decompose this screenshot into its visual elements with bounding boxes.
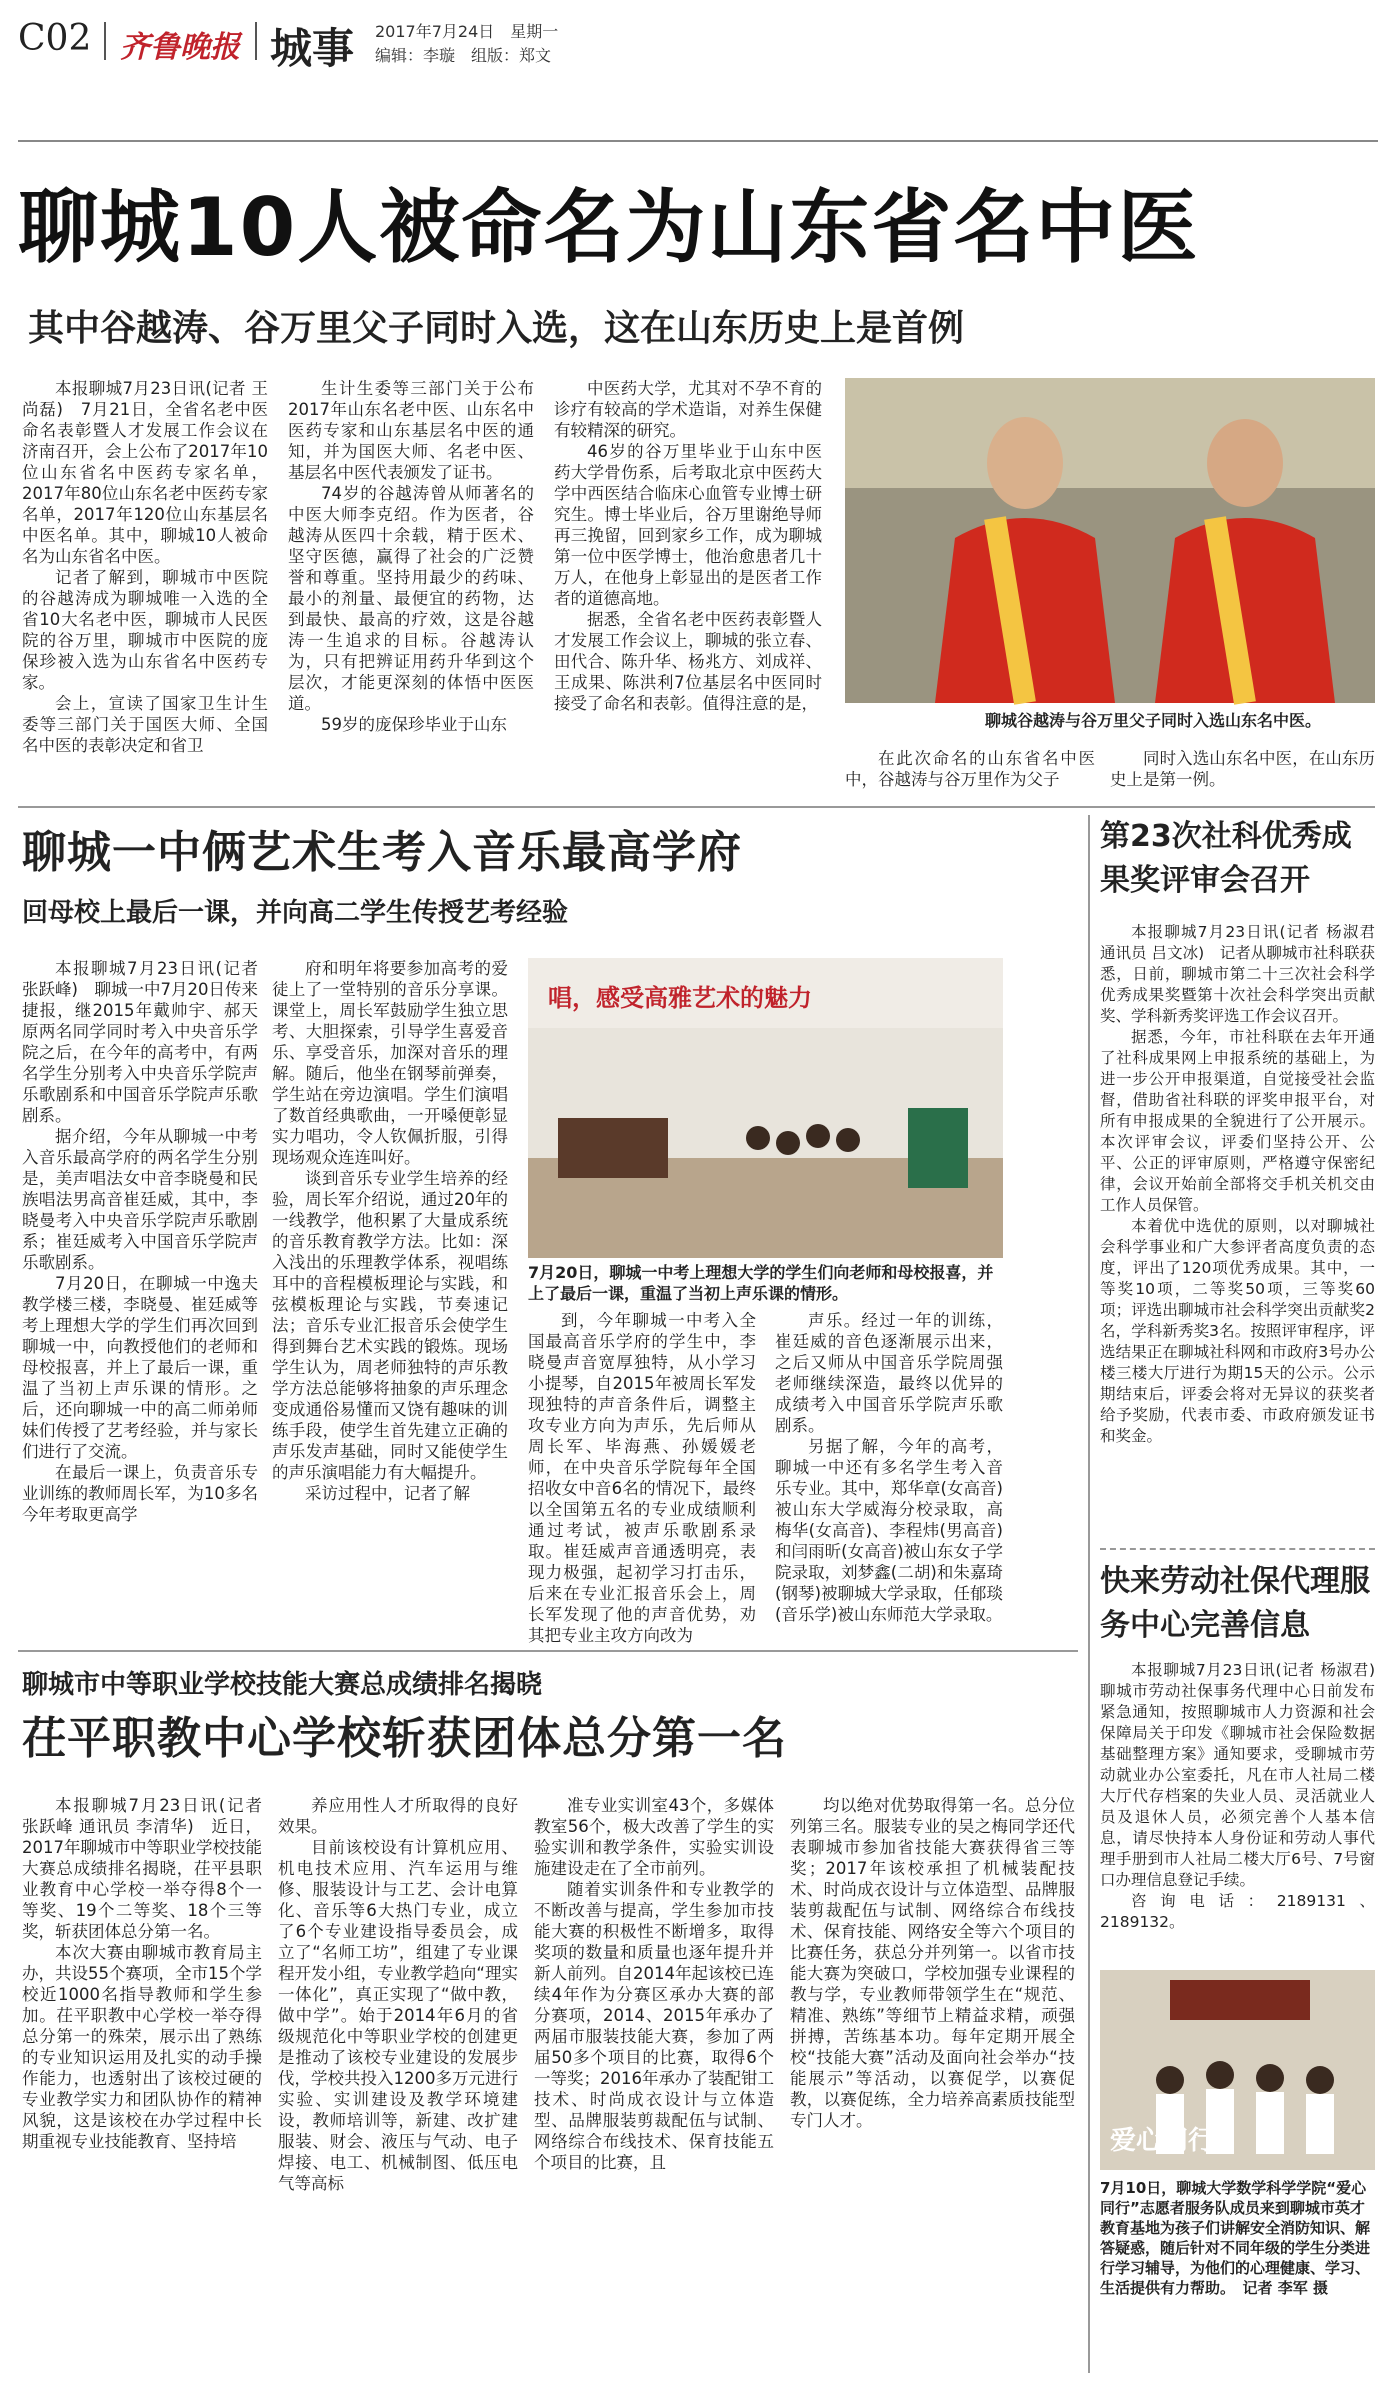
photo-music-class xyxy=(528,958,1003,1258)
section-name: 城事 xyxy=(270,24,355,73)
article-tcm-col4: 在此次命名的山东省名中医中，谷越涛与谷万里作为父子 xyxy=(845,749,1095,789)
volunteer-banner: 爱心同行 xyxy=(1110,2126,1215,2156)
column-rule xyxy=(1088,815,1090,2373)
section-rule xyxy=(18,1650,1078,1652)
photo-volunteers-caption: 7月10日，聊城大学数学科学学院“爱心同行”志愿者服务队成员来到聊城市英才教育基地为孩子们讲解安全消防知识、解答疑惑，随后针对不同年级的学生分类进行学习辅导，为他们的心理健康、学习、生活提供有力帮助。 记者 李军 摄 xyxy=(1100,2179,1371,2297)
section-rule xyxy=(18,806,1375,808)
header-meta xyxy=(375,20,558,68)
headline-social-security: 快来劳动社保代理服务中心完善信息 xyxy=(1100,1564,1370,1643)
article-music-col3: 到，今年聊城一中考入全国最高音乐学府的学生中，李晓曼声音宽厚独特，从小学习小提琴，自2015年被周长军发现独特的声音条件后，调整主攻专业方向为声乐，先后师从周长军、毕海燕、孙媛媛老师，在中央音乐学院每年全国招收女中音6名的情况下，最终以全国第五名的专业成绩顺利通过考试，被声乐歌剧系录取。崔廷威声音通透明亮，表现力极强，起初学习打击乐，后来在专业汇报音乐会上，周长军发现了他的声音优势，劝其把专业主攻方向改为 xyxy=(528,1311,756,1645)
article-social-security: 本报聊城7月23日讯(记者 杨淑君) 聊城市劳动社保事务代理中心日前发布紧急通知，按照聊城市人力资源和社会保障局关于印发《聊城市社会保险数据基础整理方案》通知要求，受聊城市劳动就业办公室委托，凡在市人社局二楼大厅代存档案的失业人员、灵活就业人员及退休人员，必须完善个人基本信息，请尽快持本人身份证和劳动人事代理手册到市人社局二楼大厅6号、7号窗口办理信息登记手续。 咨询电话：2189131、2189132。 xyxy=(1100,1661,1391,1931)
photo-volunteers xyxy=(1100,1970,1375,2170)
classroom-banner: 唱，感受高雅艺术的魅力 xyxy=(548,984,812,1012)
photo-tcm-caption: 聊城谷越涛与谷万里父子同时入选山东名中医。 xyxy=(985,711,1322,730)
article-vocational-col4: 均以绝对优势取得第一名。总分位列第三名。服装专业的吴之梅同学还代表聊城市参加省技能大赛获得省三等奖；2017年该校承担了机械装配技术、时尚成衣设计与立体造型、品牌服装剪裁配伍与试制、网络综合布线技术、保育技能、网络安全等六个项目的比赛任务，获总分并列第一。以省市技能大赛为突破口，学校加强专业课程的教与学，专业教师带领学生在“规范、精准、熟练”等细节上精益求精，顽强拼搏，苦练基本功。每年定期开展全校“技能大赛”活动及面向社会举办“技能展示”等活动，以赛促学，以赛促教，以赛促练，全力培养高素质技能型专门人才。 xyxy=(790,1796,1075,2130)
divider xyxy=(1100,1548,1375,1550)
photo-tcm-doctors xyxy=(845,378,1375,703)
headline-social-science: 第23次社科优秀成果奖评审会召开 xyxy=(1100,819,1352,898)
newspaper-logo: 齐鲁晚报 xyxy=(120,30,240,65)
article-social-science: 本报聊城7月23日讯(记者 杨淑君 通讯员 吕文冰) 记者从聊城市社科联获悉，日前，聊城市第二十三次社会科学优秀成果奖暨第十次社会科学突出贡献奖、学科新秀奖评选工作会议召开。 据悉，今年，市社科联在去年开通了社科成果网上申报系统的基础上，为进一步公开申报渠道，自觉接受社会监督，借助省社科联的评奖申报平台，对所有申报成果的全貌进行了公开展示。本次评审会议，评委们坚持公开、公平、公正的评审原则，严格遵守保密纪律，会议开始前全部将交手机关机交由工作人员保管。 本着优中选优的原则，以对聊城社会科学事业和广大参评者高度负责的态度，评出了120项优秀成果。其中，一等奖10项，二等奖50项，三等奖60项；评选出聊城市社会科学突出贡献奖2名，学科新秀奖3名。按照评审程序，评选结果正在聊城社科网和市政府3号办公楼三楼大厅进行为期15天的公示。公示期结束后，评委会将对无异议的获奖者给予奖励，代表市委、市政府颁发证书和奖金。 xyxy=(1100,923,1375,1445)
article-tcm-col5: 同时入选山东名中医，在山东历史上是第一例。 xyxy=(1110,749,1375,789)
header-divider xyxy=(255,22,257,60)
editors: 编辑：李璇 组版：郑文 xyxy=(375,46,552,65)
headline-vocational: 茌平职教中心学校斩获团体总分第一名 xyxy=(22,1713,787,1764)
kicker-vocational: 聊城市中等职业学校技能大赛总成绩排名揭晓 xyxy=(22,1670,543,1700)
article-vocational-col3: 准专业实训室43个，多媒体教室56个，极大改善了学生的实验实训和教学条件，实验实训设施建设走在了全市前列。 随着实训条件和专业教学的不断改善与提高，学生参加市技能大赛的积极性不断增多，取得奖项的数量和质量也逐年提升并新人前列。自2014年起该校已连续4年作为分赛区承办大赛的部分赛项，2014、2015年承办了两届市服装技能大赛，参加了两届50多个项目的比赛，取得6个一等奖；2016年承办了装配钳工技术、时尚成衣设计与立体造型、品牌服装剪裁配伍与试制、网络综合布线技术、保育技能五个项目的比赛，且 xyxy=(534,1796,774,2172)
doctors-illustration xyxy=(845,378,1375,703)
page-number: C02 xyxy=(18,18,92,59)
subheadline-tcm: 其中谷越涛、谷万里父子同时入选，这在山东历史上是首例 xyxy=(28,308,965,349)
article-music-col2: 府和明年将要参加高考的爱徒上了一堂特别的音乐分享课。课堂上，周长军鼓励学生独立思考、大胆探索，引导学生喜爱音乐、享受音乐，加深对音乐的理解。随后，他坐在钢琴前弹奏，学生站在旁边演唱。学生们演唱了数首经典歌曲，一开嗓便彰显实力唱功，令人钦佩折服，引得现场观众连连叫好。 谈到音乐专业学生培养的经验，周长军介绍说，通过20年的一线教学，他积累了大量成系统的音乐教育教学方法。比如：深入浅出的乐理教学体系，视唱练耳中的音程模板理论与实践，和弦模板理论与实践，节奏速记法；音乐专业汇报音乐会使学生得到舞台艺术实践的锻炼。现场学生认为，周老师独特的声乐教学方法总能够将抽象的声乐理念变成通俗易懂而又饶有趣味的训练手段，使学生首先建立正确的声乐发声基础，同时又能使学生的声乐演唱能力有大幅提升。 采访过程中，记者了解 xyxy=(272,959,508,1503)
headline-tcm: 聊城10人被命名为山东省名中医 xyxy=(18,181,1200,274)
article-vocational-col1: 本报聊城7月23日讯(记者 张跃峰 通讯员 李清华) 近日，2017年聊城市中等职业学校技能大赛总成绩排名揭晓，茌平县职业教育中心学校一举夺得8个一等奖、19个二等奖、18个三等奖，斩获团体总分第一名。 本次大赛由聊城市教育局主办，共设55个赛项，全市15个学校近1000名指导教师和学生参加。茌平职教中心学校一举夺得总分第一的殊荣，展示出了熟练的专业知识运用及扎实的动手操作能力，也透射出了该校过硬的专业教学实力和团队协作的精神风貌，这是该校在办学过程中长期重视专业技能教育、坚持培 xyxy=(22,1796,262,2151)
article-tcm-col1: 本报聊城7月23日讯(记者 王尚磊) 7月21日，全省名老中医命名表彰暨人才发展工作会议在济南召开，会上公布了2017年10位山东省名中医药专家名单，2017年80位山东名老中医药专家名单，2017年120位山东基层名中医名单。其中，聊城10人被命名为山东省名中医。 记者了解到，聊城市中医院的谷越涛成为聊城唯一入选的全省10大名老中医，聊城市人民医院的谷万里，聊城市中医院的庞保珍被入选为山东省名中医药专家。 会上，宣读了国家卫生计生委等三部门关于国医大师、全国名中医的表彰决定和省卫 xyxy=(22,379,268,755)
header-rule xyxy=(18,140,1378,142)
photo-music-caption: 7月20日，聊城一中考上理想大学的学生们向老师和母校报喜，并上了最后一课，重温了当初上声乐课的情形。 xyxy=(528,1263,994,1303)
article-music-col1: 本报聊城7月23日讯(记者 张跃峰) 聊城一中7月20日传来捷报，继2015年戴帅宇、郝天原两名同学同时考入中央音乐学院之后，在今年的高考中，有两名学生分别考入中央音乐学院声乐歌剧系和中国音乐学院声乐歌剧系。 据介绍，今年从聊城一中考入音乐最高学府的两名学生分别是，美声唱法女中音李晓曼和民族唱法男高音崔廷威，其中，李晓曼考入中央音乐学院声乐歌剧系；崔廷威考入中国音乐学院声乐歌剧系。 7月20日，在聊城一中逸夫教学楼三楼，李晓曼、崔廷威等考上理想大学的学生们再次回到聊城一中，向教授他们的老师和母校报喜，并上了最后一课，重温了当初上声乐课的情形。之后，还向聊城一中的高二师弟师妹们传授了艺考经验，并与家长们进行了交流。 在最后一课上，负责音乐专业训练的教师周长军，为10多名今年考取更高学 xyxy=(22,959,258,1524)
headline-music: 聊城一中俩艺术生考入音乐最高学府 xyxy=(22,827,742,878)
article-vocational-col2: 养应用性人才所取得的良好效果。 目前该校设有计算机应用、机电技术应用、汽车运用与维修、服装设计与工艺、会计电算化、音乐等6大热门专业，成立了6个专业建设指导委员会，成立了“名师工坊”，组建了专业课程开发小组，专业教学趋向“理实一体化”，真正实现了“做中教，做中学”。始于2014年6月的省级规范化中等职业学校的创建更是推动了该校专业建设的发展步伐，学校共投入1200多万元进行实验、实训建设及教学环境建设，教师培训等，新建、改扩建服装、财会、液压与气动、电子焊接、电工、机械制图、低压电气等高标 xyxy=(278,1796,518,2193)
article-music-col4: 声乐。经过一年的训练，崔廷威的音色逐渐展示出来，之后又师从中国音乐学院周强老师继续深造，最终以优异的成绩考入中国音乐学院声乐歌剧系。 另据了解，今年的高考，聊城一中还有多名学生考入音乐专业。其中，郑华章(女高音)被山东大学威海分校录取，高梅华(女高音)、李程炜(男高音)和闫雨昕(女高音)被山东女子学院录取，刘梦鑫(二胡)和朱嘉琦(钢琴)被聊城大学录取，任郁琰(音乐学)被山东师范大学录取。 xyxy=(775,1311,1003,1624)
subheadline-music: 回母校上最后一课，并向高二学生传授艺考经验 xyxy=(22,898,569,928)
article-tcm-col3: 中医药大学，尤其对不孕不育的诊疗有较高的学术造诣，对养生保健有较精深的研究。 46岁的谷万里毕业于山东中医药大学骨伤系，后考取北京中医药大学中西医结合临床心血管专业博士研究生。博士毕业后，谷万里谢绝导师再三挽留，回到家乡工作，成为聊城第一位中医学博士，他治愈患者几十万人，在他身上彰显出的是医者工作者的道德高地。 据悉，全省名老中医药表彰暨人才发展工作会议上，聊城的张立春、田代合、陈升华、杨兆方、刘成祥、王成果、陈洪利7位基层名中医同时接受了命名和表彰。值得注意的是， xyxy=(554,379,822,713)
article-tcm-col2: 生计生委等三部门关于公布2017年山东名老中医、山东名中医药专家和山东基层名中医的通知，并为国医大师、名老中医、基层名中医代表颁发了证书。 74岁的谷越涛曾从师著名的中医大师李克绍。作为医者，谷越涛从医四十余载，精于医术、坚守医德，赢得了社会的广泛赞誉和尊重。坚持用最少的药味、最小的剂量、最便宜的药物，达到最快、最高的疗效，这是谷越涛一生追求的目标。谷越涛认为，只有把辨证用药升华到这个层次，才能更深刻的体悟中医医道。 59岁的庞保珍毕业于山东 xyxy=(288,379,534,734)
header-divider xyxy=(104,22,106,60)
issue-date: 2017年7月24日 星期一 xyxy=(375,22,559,41)
